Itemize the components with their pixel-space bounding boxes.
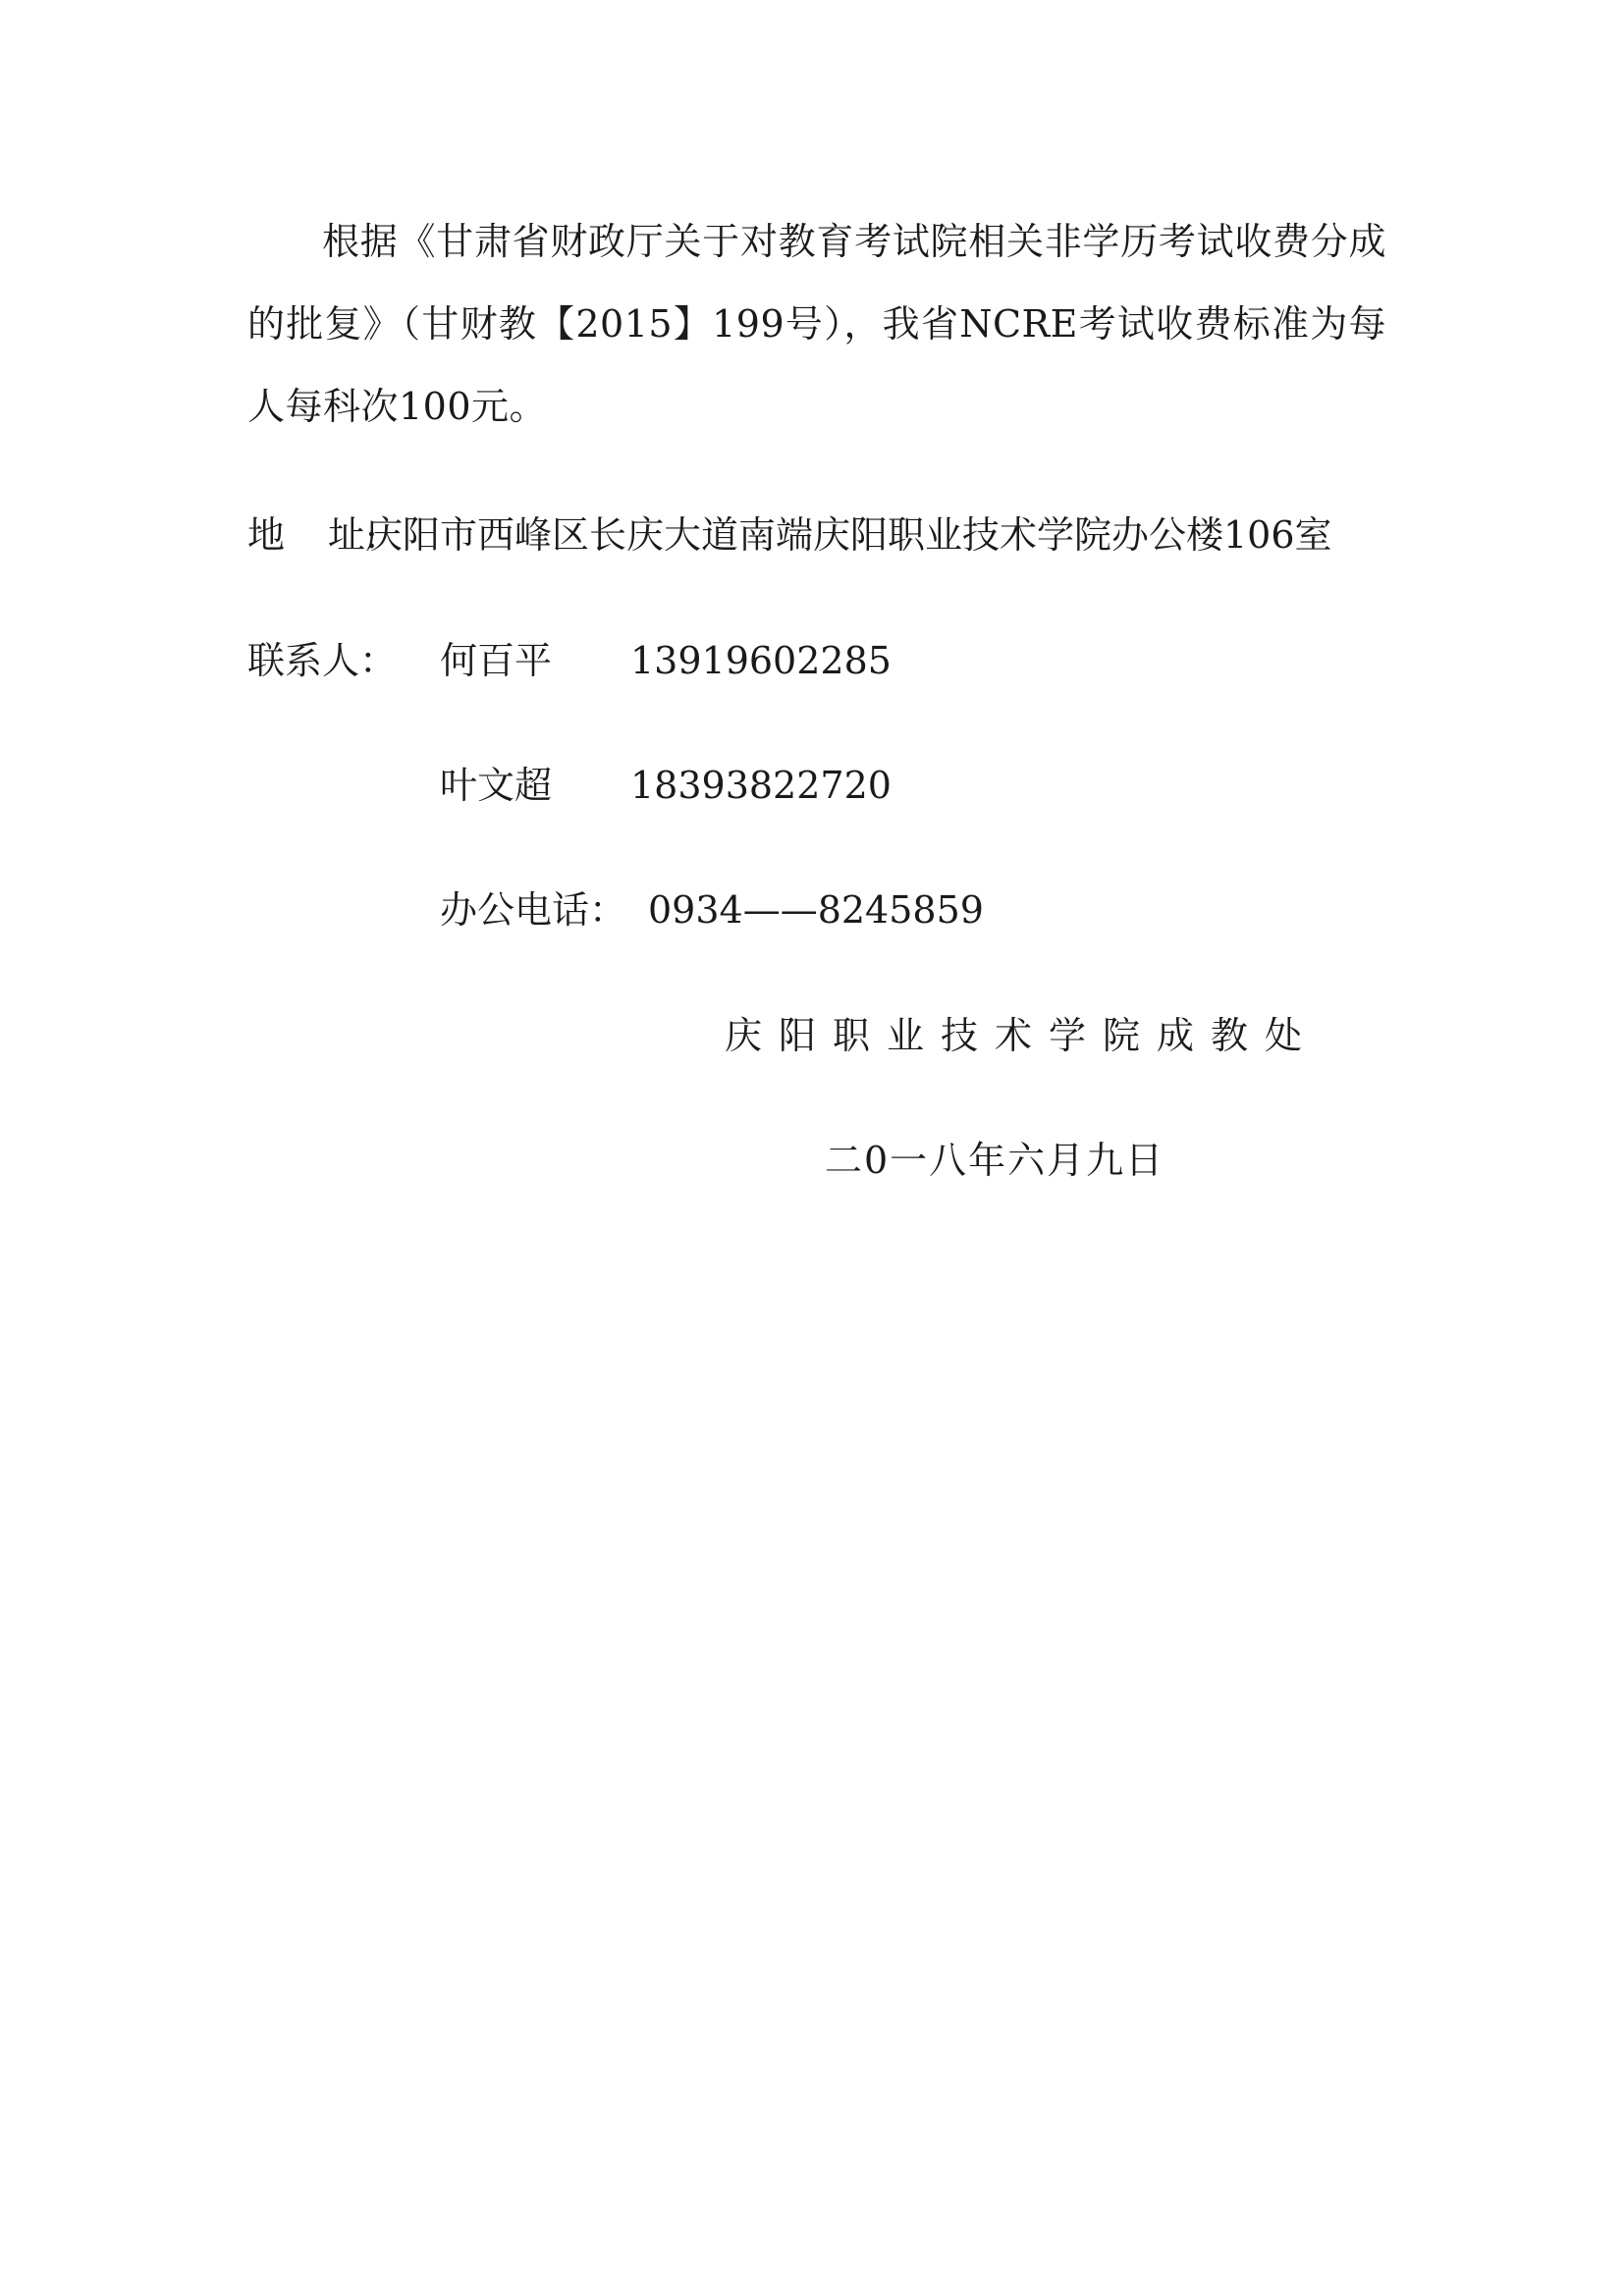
contact-row-1 <box>247 636 892 685</box>
office-phone-row <box>440 885 984 934</box>
address-value: 庆阳市西峰区长庆大道南端庆阳职业技术学院办公楼106室 <box>365 513 1332 557</box>
contact-name: 叶文超 <box>440 764 553 807</box>
address-row <box>247 510 1332 560</box>
address-label <box>247 510 378 560</box>
contact-name: 何百平 <box>440 639 553 682</box>
office-phone-number: 0934——8245859 <box>648 888 984 932</box>
contact-phone: 13919602285 <box>630 639 892 682</box>
issuing-organization: 庆阳职业技术学院成教处 <box>725 1014 1320 1057</box>
issue-date: 二0一八年六月九日 <box>825 1139 1165 1182</box>
address-label-first: 地 <box>247 513 286 557</box>
fee-standard-paragraph: 根据《甘肃省财政厅关于对教育考试院相关非学历考试收费分成的批复》（甘财教【2015】199号），我省NCRE考试收费标准为每人每科次100元。 <box>247 220 1386 428</box>
office-phone-label: 办公电话： <box>440 888 627 932</box>
address-label-second: 址: <box>328 513 378 557</box>
contact-label: 联系人： <box>247 639 398 682</box>
contact-phone: 18393822720 <box>630 764 892 807</box>
contact-row-2 <box>440 761 892 810</box>
